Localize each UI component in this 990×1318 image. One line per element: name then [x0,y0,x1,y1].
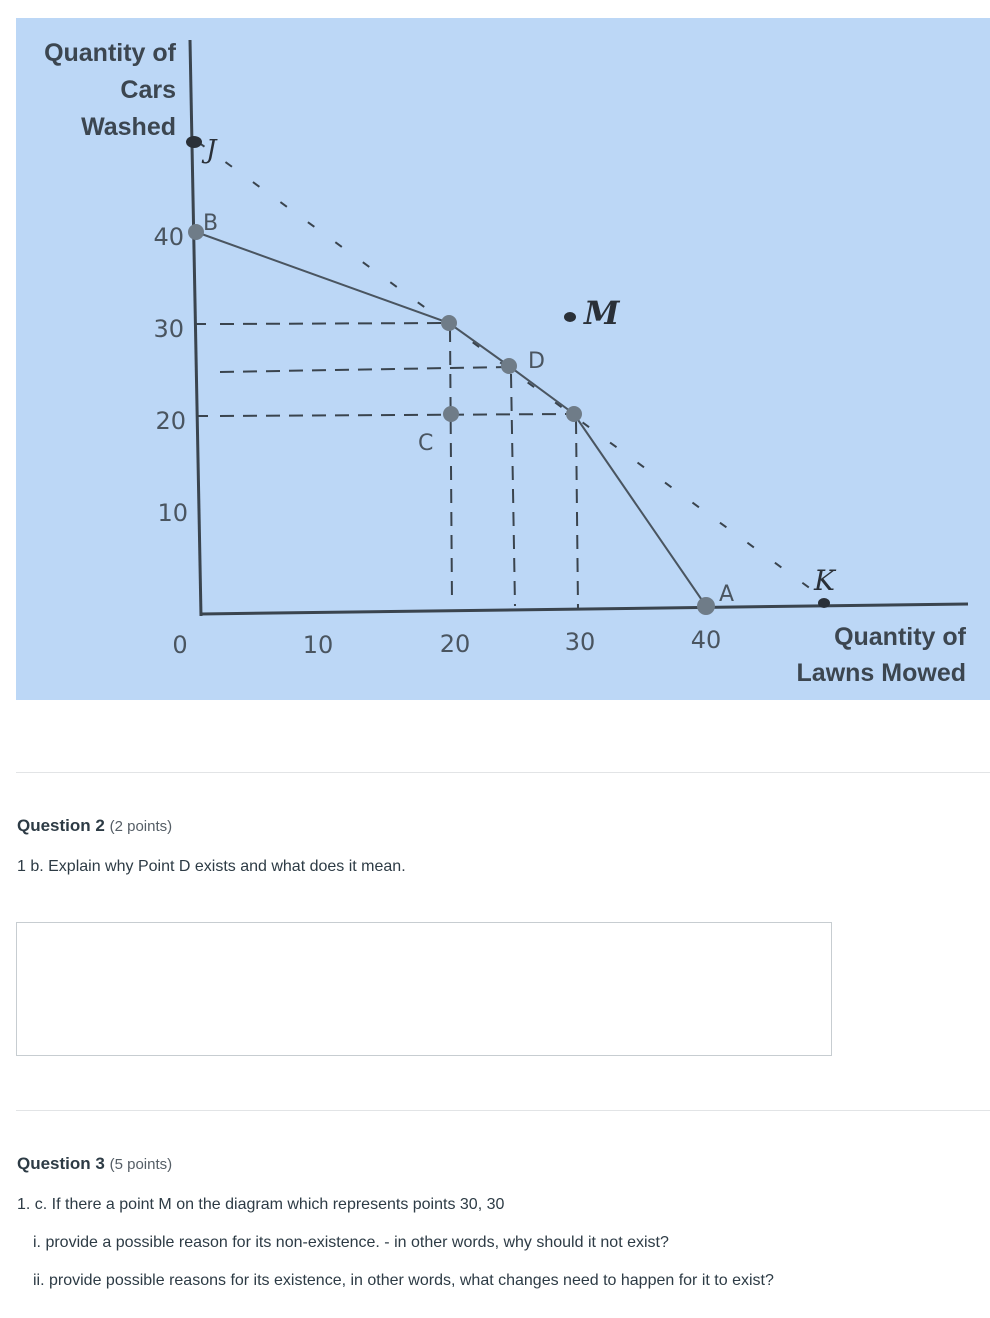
point-a [697,597,715,615]
x-axis-title-line2: Lawns Mowed [796,659,966,687]
dashed-guides [220,323,578,608]
point-30-frontier [441,315,457,331]
point-j [186,136,202,148]
y-axis-title-line1: Quantity of [44,39,176,67]
y-axis-title-line2: Cars [120,76,176,104]
x-axis [201,604,968,614]
y-tick-30: 30 [153,315,184,343]
label-d: D [528,349,545,374]
question-3-title: Question 3 [17,1154,105,1173]
point-m [564,312,576,322]
point-c [443,406,459,422]
point-d [501,358,517,374]
label-m: M [584,294,620,332]
question-3-header [17,1154,172,1174]
y-tick-10: 10 [157,499,188,527]
question-2-points: (2 points) [109,818,173,835]
question-2-title: Question 2 [17,816,105,835]
x-tick-10: 10 [302,631,334,659]
question-2-header [17,816,172,836]
point-b [188,224,204,240]
point-20-frontier [566,406,582,422]
label-a: A [719,582,735,607]
x-axis-title-line1: Quantity of [834,623,966,651]
label-j: J [206,135,217,165]
point-k [818,598,830,608]
label-b: B [203,211,219,236]
question-3-item-ii: ii. provide possible reasons for its existence, in other words, what changes need to happen for it to exist? [33,1272,774,1289]
question-2-prompt: 1 b. Explain why Point D exists and what does it mean. [17,858,406,875]
y-axis [190,40,201,616]
question-3-prompt: 1. c. If there a point M on the diagram which represents points 30, 30 [17,1196,505,1213]
divider-1 [16,772,990,773]
x-tick-30: 30 [564,628,596,656]
label-c: C [418,431,434,456]
x-tick-40: 40 [690,626,722,654]
y-tick-40: 40 [153,223,184,251]
ppf-diagram [16,18,990,700]
question-2-answer-input[interactable] [16,922,832,1056]
y-axis-title-line3: Washed [81,113,176,141]
question-3-points: (5 points) [109,1156,173,1173]
ppf-figure [16,18,990,700]
divider-2 [16,1110,990,1111]
label-k: K [814,564,835,597]
question-3-item-i: i. provide a possible reason for its non-existence. - in other words, why should it not exist? [33,1234,669,1251]
x-origin-label: 0 [172,631,188,659]
x-tick-20: 20 [439,630,471,658]
y-tick-20: 20 [155,407,186,435]
